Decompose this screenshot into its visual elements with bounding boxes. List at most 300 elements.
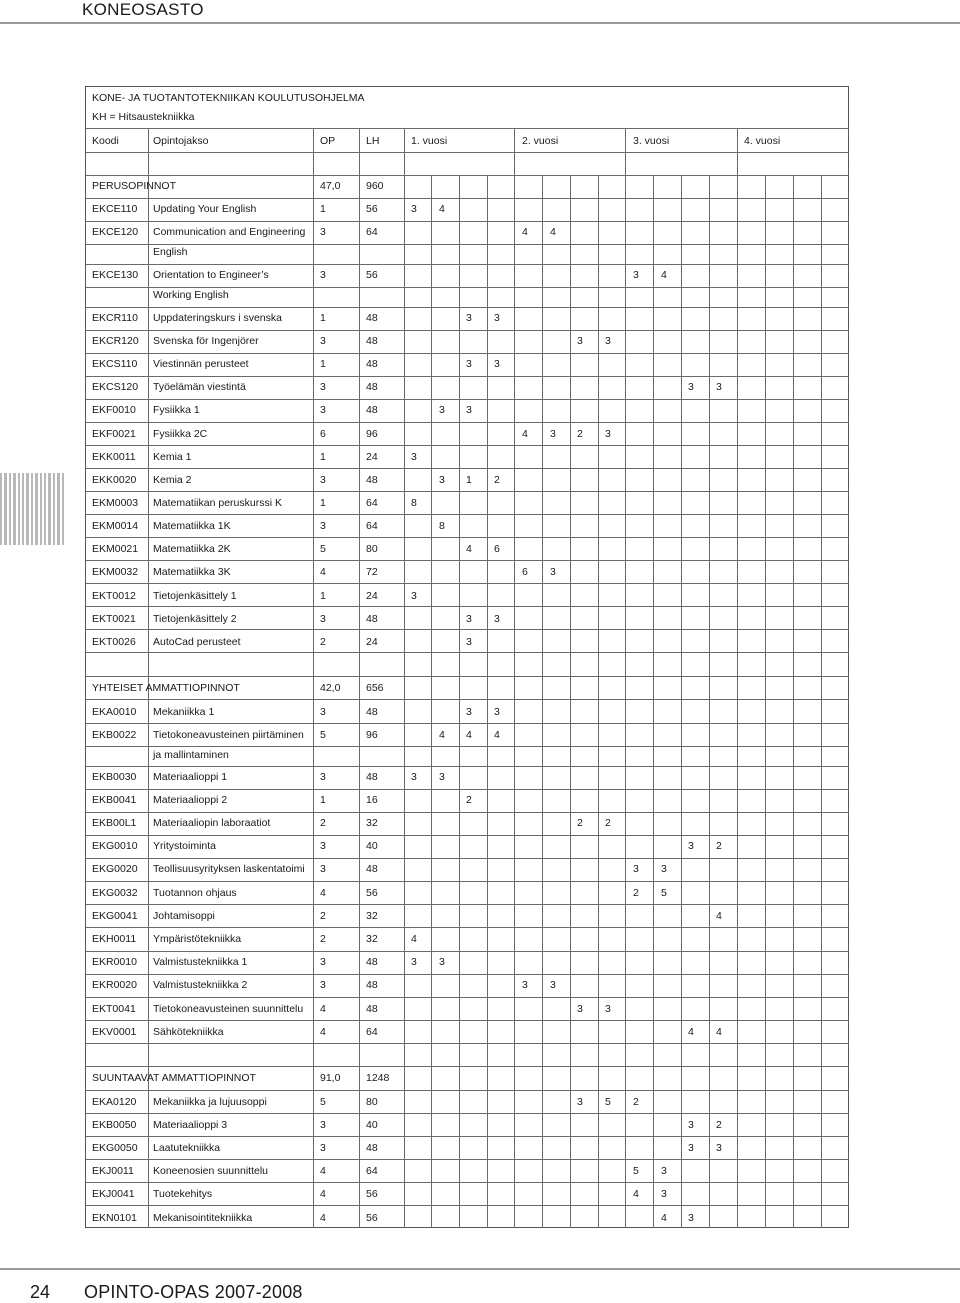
col-header-year3: 3. vuosi: [633, 135, 670, 147]
contact-hours: 48: [366, 381, 378, 393]
grid-vline: [431, 175, 432, 1228]
credits: 3: [320, 956, 326, 968]
credits: 5: [320, 729, 326, 741]
contact-hours: 48: [366, 1142, 378, 1154]
credits: 3: [320, 335, 326, 347]
period-value: 3: [605, 1003, 611, 1015]
grid-hline: [86, 244, 849, 245]
course-code: EKA0010: [92, 706, 137, 718]
period-value: 4: [494, 729, 500, 741]
grid-hline: [86, 858, 849, 859]
contact-hours: 48: [366, 1003, 378, 1015]
grid-vline: [793, 175, 794, 1228]
side-decoration: [0, 473, 64, 545]
course-code: EKCR110: [92, 312, 138, 324]
period-value: 3: [577, 1096, 583, 1108]
period-value: 3: [605, 335, 611, 347]
course-name: Matematiikan peruskurssi K: [153, 497, 282, 509]
grid-hline: [86, 1205, 849, 1206]
period-value: 3: [577, 1003, 583, 1015]
contact-hours: 48: [366, 404, 378, 416]
course-code: EKT0026: [92, 636, 136, 648]
period-value: 3: [439, 771, 445, 783]
contact-hours: 96: [366, 428, 378, 440]
grid-hline: [86, 422, 849, 423]
contact-hours: 96: [366, 729, 378, 741]
section-title: KONEOSASTO: [82, 0, 204, 19]
grid-hline: [86, 927, 849, 928]
grid-hline: [86, 1090, 849, 1091]
period-value: 2: [716, 840, 722, 852]
grid-hline: [86, 445, 849, 446]
grid-hline: [86, 1066, 849, 1067]
contact-hours: 64: [366, 1165, 378, 1177]
period-value: 3: [494, 312, 500, 324]
guide-title: OPINTO-OPAS 2007-2008: [84, 1282, 303, 1302]
grid-vline: [514, 128, 515, 1228]
credits: 2: [320, 933, 326, 945]
grid-hline: [86, 881, 849, 882]
grid-vline: [625, 128, 626, 1228]
credits: 4: [320, 1188, 326, 1200]
grid-hline: [86, 606, 849, 607]
course-name: Materiaalioppi 3: [153, 1119, 228, 1131]
credits: 4: [320, 1212, 326, 1224]
contact-hours: 960: [366, 180, 384, 192]
contact-hours: 56: [366, 269, 378, 281]
grid-hline: [86, 974, 849, 975]
grid-hline: [86, 1159, 849, 1160]
grid-hline: [86, 812, 849, 813]
contact-hours: 48: [366, 335, 378, 347]
course-code: EKV0001: [92, 1026, 137, 1038]
grid-hline: [86, 128, 849, 129]
period-value: 4: [522, 226, 528, 238]
credits: 3: [320, 840, 326, 852]
credits: 4: [320, 887, 326, 899]
period-value: 5: [605, 1096, 611, 1108]
period-value: 3: [466, 404, 472, 416]
credits: 3: [320, 381, 326, 393]
period-value: 3: [494, 706, 500, 718]
period-value: 4: [716, 910, 722, 922]
grid-vline: [681, 175, 682, 1228]
period-value: 4: [411, 933, 417, 945]
period-value: 2: [577, 817, 583, 829]
grid-hline: [86, 399, 849, 400]
course-name: Tietokoneavusteinen piirtäminen: [153, 729, 304, 741]
grid-hline: [86, 1113, 849, 1114]
grid-hline: [86, 537, 849, 538]
course-name: Materiaalioppi 1: [153, 771, 228, 783]
course-code: EKF0021: [92, 428, 136, 440]
period-value: 3: [522, 979, 528, 991]
credits: 1: [320, 590, 326, 602]
credits: 3: [320, 226, 326, 238]
contact-hours: 56: [366, 203, 378, 215]
course-name: Fysiikka 1: [153, 404, 200, 416]
period-value: 3: [466, 358, 472, 370]
contact-hours: 56: [366, 1188, 378, 1200]
course-code: EKR0010: [92, 956, 137, 968]
grid-hline: [86, 287, 849, 288]
period-value: 3: [439, 474, 445, 486]
col-header-code: Koodi: [92, 135, 119, 147]
course-code: EKM0003: [92, 497, 139, 509]
period-value: 3: [661, 863, 667, 875]
contact-hours: 32: [366, 910, 378, 922]
course-name: Materiaalioppi 2: [153, 794, 228, 806]
contact-hours: 40: [366, 1119, 378, 1131]
period-value: 4: [661, 1212, 667, 1224]
period-value: 3: [688, 381, 694, 393]
course-code: EKB0050: [92, 1119, 137, 1131]
period-value: 3: [577, 335, 583, 347]
grid-vline: [459, 175, 460, 1228]
contact-hours: 32: [366, 933, 378, 945]
period-value: 3: [439, 404, 445, 416]
period-value: 3: [633, 863, 639, 875]
course-name: Viestinnän perusteet: [153, 358, 249, 370]
contact-hours: 72: [366, 566, 378, 578]
contact-hours: 64: [366, 1026, 378, 1038]
grid-vline: [570, 175, 571, 1228]
credits: 2: [320, 636, 326, 648]
period-value: 3: [411, 590, 417, 602]
course-name: Valmistustekniikka 1: [153, 956, 248, 968]
period-value: 8: [411, 497, 417, 509]
credits: 3: [320, 520, 326, 532]
grid-vline: [148, 128, 149, 1228]
curriculum-table: [85, 86, 849, 1228]
credits: 4: [320, 566, 326, 578]
course-code: EKT0021: [92, 613, 136, 625]
period-value: 4: [439, 203, 445, 215]
period-value: 3: [688, 1212, 694, 1224]
period-value: 6: [522, 566, 528, 578]
contact-hours: 64: [366, 226, 378, 238]
period-value: 3: [411, 771, 417, 783]
course-code: YHTEISET AMMATTIOPINNOT: [92, 682, 240, 694]
course-code: EKJ0041: [92, 1188, 135, 1200]
grid-hline: [86, 491, 849, 492]
contact-hours: 80: [366, 543, 378, 555]
period-value: 3: [633, 269, 639, 281]
grid-hline: [86, 746, 849, 747]
credits: 2: [320, 817, 326, 829]
period-value: 3: [466, 312, 472, 324]
contact-hours: 40: [366, 840, 378, 852]
period-value: 2: [494, 474, 500, 486]
course-name: Matematiikka 1K: [153, 520, 231, 532]
col-header-course: Opintojakso: [153, 135, 209, 147]
period-value: 4: [661, 269, 667, 281]
course-code: EKCE110: [92, 203, 138, 215]
col-header-lh: LH: [366, 135, 380, 147]
contact-hours: 1248: [366, 1072, 390, 1084]
credits: 3: [320, 1142, 326, 1154]
credits: 1: [320, 794, 326, 806]
grid-hline: [86, 330, 849, 331]
course-name: Mekaniikka 1: [153, 706, 215, 718]
period-value: 2: [466, 794, 472, 806]
grid-vline: [359, 128, 360, 1228]
course-name: Tietokoneavusteinen suunnittelu: [153, 1003, 304, 1015]
credits: 5: [320, 1096, 326, 1108]
course-name: Tuotannon ohjaus: [153, 887, 237, 899]
grid-hline: [86, 353, 849, 354]
course-name-cont: Working English: [153, 289, 229, 301]
credits: 42,0: [320, 682, 341, 694]
grid-hline: [86, 652, 849, 653]
course-code: PERUSOPINNOT: [92, 180, 177, 192]
grid-hline: [86, 676, 849, 677]
contact-hours: 24: [366, 636, 378, 648]
credits: 1: [320, 358, 326, 370]
period-value: 3: [716, 1142, 722, 1154]
credits: 3: [320, 706, 326, 718]
grid-vline: [542, 175, 543, 1228]
period-value: 4: [522, 428, 528, 440]
grid-hline: [86, 560, 849, 561]
credits: 3: [320, 474, 326, 486]
contact-hours: 48: [366, 474, 378, 486]
grid-hline: [86, 264, 849, 265]
course-name: Koneenosien suunnittelu: [153, 1165, 269, 1177]
period-value: 4: [550, 226, 556, 238]
grid-hline: [86, 307, 849, 308]
course-code: EKG0032: [92, 887, 138, 899]
program-subtitle: KH = Hitsaustekniikka: [92, 111, 195, 123]
grid-hline: [86, 514, 849, 515]
grid-hline: [86, 1182, 849, 1183]
period-value: 6: [494, 543, 500, 555]
col-header-year2: 2. vuosi: [522, 135, 559, 147]
page-number: 24: [30, 1282, 51, 1302]
contact-hours: 64: [366, 497, 378, 509]
grid-hline: [86, 723, 849, 724]
col-header-year4: 4. vuosi: [744, 135, 781, 147]
contact-hours: 48: [366, 956, 378, 968]
course-code: EKH0011: [92, 933, 137, 945]
course-name: Työelämän viestintä: [153, 381, 246, 393]
course-code: EKB0041: [92, 794, 137, 806]
grid-hline: [86, 1043, 849, 1044]
grid-hline: [86, 789, 849, 790]
course-code: EKB0022: [92, 729, 137, 741]
course-name: Teollisuusyrityksen laskentatoimi: [153, 863, 305, 875]
course-code: EKF0010: [92, 404, 136, 416]
contact-hours: 48: [366, 358, 378, 370]
contact-hours: 64: [366, 520, 378, 532]
grid-vline: [653, 175, 654, 1228]
grid-hline: [86, 221, 849, 222]
course-code: EKCS110: [92, 358, 138, 370]
col-header-year1: 1. vuosi: [411, 135, 448, 147]
credits: 5: [320, 543, 326, 555]
course-name: Tietojenkäsittely 2: [153, 613, 237, 625]
period-value: 3: [688, 1142, 694, 1154]
grid-hline: [86, 583, 849, 584]
period-value: 4: [688, 1026, 694, 1038]
period-value: 3: [688, 840, 694, 852]
course-name: Kemia 1: [153, 451, 192, 463]
grid-hline: [86, 468, 849, 469]
course-name: Matematiikka 3K: [153, 566, 231, 578]
course-name: Materiaaliopin laboraatiot: [153, 817, 271, 829]
contact-hours: 48: [366, 706, 378, 718]
credits: 4: [320, 1165, 326, 1177]
credits: 3: [320, 269, 326, 281]
period-value: 4: [716, 1026, 722, 1038]
contact-hours: 24: [366, 590, 378, 602]
course-name: Matematiikka 2K: [153, 543, 231, 555]
period-value: 3: [466, 636, 472, 648]
period-value: 1: [466, 474, 472, 486]
grid-hline: [86, 1136, 849, 1137]
course-name: Tietojenkäsittely 1: [153, 590, 237, 602]
course-code: EKA0120: [92, 1096, 137, 1108]
course-code: EKCR120: [92, 335, 139, 347]
grid-hline: [86, 1020, 849, 1021]
period-value: 5: [633, 1165, 639, 1177]
course-code: EKK0011: [92, 451, 136, 463]
course-code: EKN0101: [92, 1212, 137, 1224]
period-value: 3: [411, 203, 417, 215]
course-name: Valmistustekniikka 2: [153, 979, 248, 991]
course-name: Johtamisoppi: [153, 910, 215, 922]
period-value: 2: [633, 887, 639, 899]
course-code: EKG0020: [92, 863, 138, 875]
header-rule: [0, 22, 960, 24]
course-name: Laatutekniikka: [153, 1142, 221, 1154]
course-name: Sähkötekniikka: [153, 1026, 224, 1038]
course-name: Uppdateringskurs i svenska: [153, 312, 282, 324]
credits: 3: [320, 1119, 326, 1131]
grid-vline: [487, 175, 488, 1228]
grid-hline: [86, 376, 849, 377]
course-name-cont: ja mallintaminen: [153, 749, 229, 761]
contact-hours: 48: [366, 613, 378, 625]
course-name: Svenska för Ingenjörer: [153, 335, 259, 347]
period-value: 2: [633, 1096, 639, 1108]
contact-hours: 48: [366, 771, 378, 783]
period-value: 2: [605, 817, 611, 829]
period-value: 3: [411, 956, 417, 968]
course-name: AutoCad perusteet: [153, 636, 241, 648]
course-code: EKK0020: [92, 474, 137, 486]
course-code: EKM0014: [92, 520, 139, 532]
course-code: EKG0041: [92, 910, 138, 922]
credits: 91,0: [320, 1072, 341, 1084]
grid-hline: [86, 904, 849, 905]
period-value: 3: [716, 381, 722, 393]
course-name: Yritystoiminta: [153, 840, 217, 852]
period-value: 3: [661, 1188, 667, 1200]
credits: 3: [320, 771, 326, 783]
contact-hours: 48: [366, 863, 378, 875]
period-value: 3: [550, 979, 556, 991]
period-value: 3: [550, 428, 556, 440]
credits: 6: [320, 428, 326, 440]
grid-vline: [598, 175, 599, 1228]
contact-hours: 656: [366, 682, 384, 694]
course-name: Orientation to Engineer’s: [153, 269, 269, 281]
col-header-op: OP: [320, 135, 336, 147]
period-value: 3: [661, 1165, 667, 1177]
contact-hours: 56: [366, 1212, 378, 1224]
period-value: 2: [577, 428, 583, 440]
course-code: SUUNTAAVAT AMMATTIOPINNOT: [92, 1072, 256, 1084]
course-code: EKG0050: [92, 1142, 138, 1154]
credits: 47,0: [320, 180, 341, 192]
grid-hline: [86, 997, 849, 998]
course-code: EKB0030: [92, 771, 137, 783]
grid-vline: [765, 175, 766, 1228]
grid-hline: [86, 175, 849, 176]
period-value: 2: [716, 1119, 722, 1131]
period-value: 4: [466, 729, 472, 741]
course-code: EKCS120: [92, 381, 139, 393]
period-value: 4: [466, 543, 472, 555]
credits: 1: [320, 497, 326, 509]
period-value: 3: [605, 428, 611, 440]
credits: 1: [320, 312, 326, 324]
course-name: Mekaniikka ja lujuusoppi: [153, 1096, 267, 1108]
contact-hours: 48: [366, 312, 378, 324]
credits: 1: [320, 203, 326, 215]
grid-vline: [709, 175, 710, 1228]
grid-hline: [86, 198, 849, 199]
credits: 4: [320, 1003, 326, 1015]
contact-hours: 16: [366, 794, 378, 806]
contact-hours: 48: [366, 979, 378, 991]
course-code: EKR0020: [92, 979, 137, 991]
grid-hline: [86, 629, 849, 630]
grid-hline: [86, 152, 849, 153]
grid-hline: [86, 699, 849, 700]
period-value: 3: [411, 451, 417, 463]
course-name: Updating Your English: [153, 203, 257, 215]
period-value: 8: [439, 520, 445, 532]
credits: 3: [320, 404, 326, 416]
grid-vline: [737, 128, 738, 1228]
credits: 3: [320, 613, 326, 625]
period-value: 3: [494, 358, 500, 370]
course-name: Communication and Engineering: [153, 226, 306, 238]
grid-hline: [86, 835, 849, 836]
course-name: Ympäristötekniikka: [153, 933, 242, 945]
period-value: 3: [494, 613, 500, 625]
course-name: Kemia 2: [153, 474, 192, 486]
contact-hours: 32: [366, 817, 378, 829]
contact-hours: 80: [366, 1096, 378, 1108]
course-name: Fysiikka 2C: [153, 428, 208, 440]
credits: 3: [320, 863, 326, 875]
credits: 2: [320, 910, 326, 922]
course-code: EKB00L1: [92, 817, 137, 829]
course-code: EKT0012: [92, 590, 136, 602]
period-value: 3: [439, 956, 445, 968]
contact-hours: 56: [366, 887, 378, 899]
period-value: 3: [688, 1119, 694, 1131]
period-value: 3: [550, 566, 556, 578]
course-code: EKT0041: [92, 1003, 136, 1015]
grid-hline: [86, 951, 849, 952]
course-code: EKJ0011: [92, 1165, 134, 1177]
course-code: EKM0032: [92, 566, 139, 578]
grid-vline: [313, 128, 314, 1228]
